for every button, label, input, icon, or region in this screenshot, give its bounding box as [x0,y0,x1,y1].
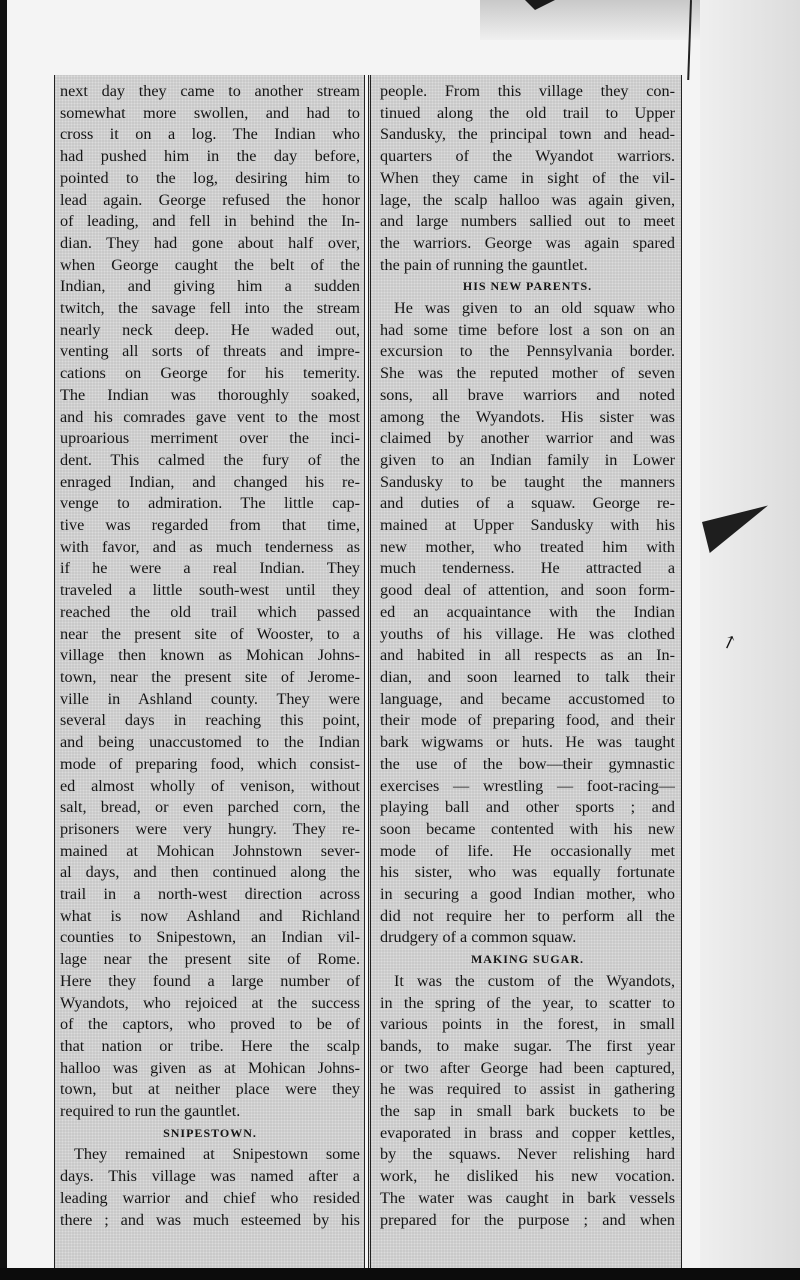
text-line: if he were a real Indian. They [60,559,360,578]
text-line: somewhat more swollen, and had to [60,103,360,122]
text-line: salt, bread, or even parched corn, the [60,798,360,817]
text-line: good deal of attention, and soon form- [380,581,675,600]
text-line: had pushed him in the day before, [60,147,360,166]
text-line: venge to admiration. The little cap- [60,494,360,513]
text-line: near the present site of Wooster, to a [60,624,360,643]
text-line: Indian, and giving him a sudden [60,277,360,296]
text-line: He was given to an old squaw who [394,299,675,318]
article-column-left [54,75,365,1268]
text-line: claimed by another warrior and was [380,429,675,448]
text-line: ed almost wholly of venison, without [60,776,360,795]
text-line: and habited in all respects as an In- [380,646,675,665]
text-line: evaporated in brass and copper kettles, [380,1123,675,1142]
text-line: next day they came to another stream [60,82,360,100]
text-line: the use of the bow—their gymnastic [380,754,675,773]
text-line: there ; and was much esteemed by his [60,1210,360,1229]
text-line: When they came in sight of the vil- [380,168,675,187]
text-line: and his comrades gave vent to the most [60,407,360,426]
text-line: and large numbers sallied out to meet [380,212,675,231]
text-line: he was required to assist in gathering [380,1080,675,1099]
text-line: and duties of a squaw. George re- [380,494,675,513]
text-line: exercises — wrestling — foot-racing— [380,776,675,795]
text-line: the warriors. George was again spared [380,233,675,252]
text-line: did not require her to perform all the [380,906,675,925]
text-line: had some time before lost a son on an [380,320,675,339]
text-line: leading warrior and chief who resided [60,1188,360,1207]
text-line: lage, the scalp halloo was again given, [380,190,675,209]
text-line: town, near the present site of Jerome- [60,667,360,686]
text-line: The water was caught in bark vessels [380,1188,675,1207]
text-line: Here they found a large number of [60,971,360,990]
text-line: excursion to the Pennsylvania border. [380,342,675,361]
text-line: trail in a north-west direction across [60,885,360,904]
article-paragraph [380,971,675,1231]
text-line: language, and became accustomed to [380,689,675,708]
text-line: drudgery of a common squaw. [380,928,577,947]
text-line: of the captors, who proved to be of [60,1015,360,1034]
text-line: Sandusky, the principal town and head- [380,125,675,144]
text-line: much tenderness. He attracted a [380,559,675,578]
text-line: youths of his village. He was clothed [380,624,675,643]
text-line: reached the old trail which passed [60,602,360,621]
text-line: pointed to the log, desiring him to [60,168,360,187]
text-line: The Indian was thoroughly soaked, [60,385,360,404]
text-line: people. From this village they con- [380,82,675,100]
text-line: nearly neck deep. He waded out, [60,320,360,339]
text-line: counties to Snipestown, an Indian vil- [60,928,360,947]
text-line: tive was regarded from that time, [60,516,360,535]
article-paragraph [60,1144,360,1231]
text-line: town, but at neither place were they [60,1080,360,1099]
section-heading: SNIPESTOWN. [163,1125,257,1140]
text-line: new mother, who treated him with [380,537,675,556]
text-line: of leading, and fell in behind the In- [60,212,360,231]
text-line: mode of preparing food, which consist- [60,754,360,773]
section-heading: HIS NEW PARENTS. [462,279,593,294]
text-line: dian, and soon learned to talk their [380,667,675,686]
text-line: prepared for the purpose ; and when [380,1210,675,1229]
article-paragraph [380,81,675,276]
text-line: among the Wyandots. His sister was [380,407,675,426]
text-line: mained at Upper Sandusky with his [380,516,675,535]
text-line: al days, and then continued along the [60,863,360,882]
text-line: or two after George had been captured, [380,1058,675,1077]
article-column-right [368,75,682,1268]
text-line: the pain of running the gauntlet. [380,255,588,274]
text-line: venting all sorts of threats and impre- [60,342,360,361]
text-line: dent. This calmed the fury of the [60,450,360,469]
text-line: quarters of the Wyandot warriors. [380,147,675,166]
text-line: bands, to make sugar. The first year [380,1036,675,1055]
text-line: that nation or tribe. Here the scalp [60,1036,360,1055]
text-line: work, he disliked his new vocation. [380,1167,675,1186]
pencil-mark: ↗ [718,630,740,655]
text-line: enraged Indian, and changed his re- [60,472,360,491]
text-line: traveled a little south-west until they [60,581,360,600]
text-line: She was the reputed mother of seven [380,364,675,383]
text-line: with favor, and as much tenderness as [60,537,360,556]
text-line: by the squaws. Never relishing hard [380,1145,675,1164]
text-line: tinued along the old trail to Upper [380,103,675,122]
text-line: Sandusky to be taught the manners [380,472,675,491]
text-line: Wyandots, who rejoiced at the success [60,993,360,1012]
text-line: twitch, the savage fell into the stream [60,299,360,318]
text-line: days. This village was named after a [60,1167,360,1186]
text-line: playing ball and other sports ; and [380,798,675,817]
text-line: their mode of preparing food, and their [380,711,675,730]
text-line: in securing a good Indian mother, who [380,885,675,904]
text-line: village then known as Mohican Johns- [60,646,360,665]
text-line: sons, all brave warriors and noted [380,385,675,404]
text-line: ed an acquaintance with the Indian [380,602,675,621]
paper-margin-right [700,0,800,1268]
text-line: bark wigwams or huts. He was taught [380,733,675,752]
text-line: when George caught the belt of the [60,255,360,274]
section-heading: MAKING SUGAR. [470,952,584,967]
text-line: his sister, who was equally fortunate [380,863,675,882]
text-line: cross it on a log. The Indian who [60,125,360,144]
text-line: the sap in small bark buckets to be [380,1102,675,1121]
text-line: soon became contented with his new [380,819,675,838]
text-line: ville in Ashland county. They were [60,689,360,708]
text-line: mained at Mohican Johnstown sever- [60,841,360,860]
text-line: various points in the forest, in small [380,1015,675,1034]
paper-tear-top [525,0,555,10]
text-line: required to run the gauntlet. [60,1102,241,1121]
text-line: uproarious merriment over the inci- [60,429,360,448]
text-line: cations on George for his temerity. [60,364,360,383]
text-line: lage near the present site of Rome. [60,950,360,969]
text-line: dian. They had gone about half over, [60,233,360,252]
text-line: and being unaccustomed to the Indian [60,733,360,752]
text-line: prisoners were very hungry. They re- [60,819,360,838]
text-line: given to an Indian family in Lower [380,450,675,469]
text-line: halloo was given as at Mohican Johns- [60,1058,360,1077]
scan-bottom-edge [0,1268,800,1280]
text-line: several days in reaching this point, [60,711,360,730]
text-line: in the spring of the year, to scatter to [380,993,675,1012]
article-paragraph [60,81,360,1123]
text-line: It was the custom of the Wyandots, [394,971,675,990]
text-line: lead again. George refused the honor [60,190,360,209]
text-line: mode of life. He occasionally met [380,841,675,860]
text-line: They remained at Snipestown some [74,1145,360,1164]
article-paragraph [380,298,675,949]
text-line: what is now Ashland and Richland [60,906,360,925]
scan-left-edge [0,0,7,1280]
